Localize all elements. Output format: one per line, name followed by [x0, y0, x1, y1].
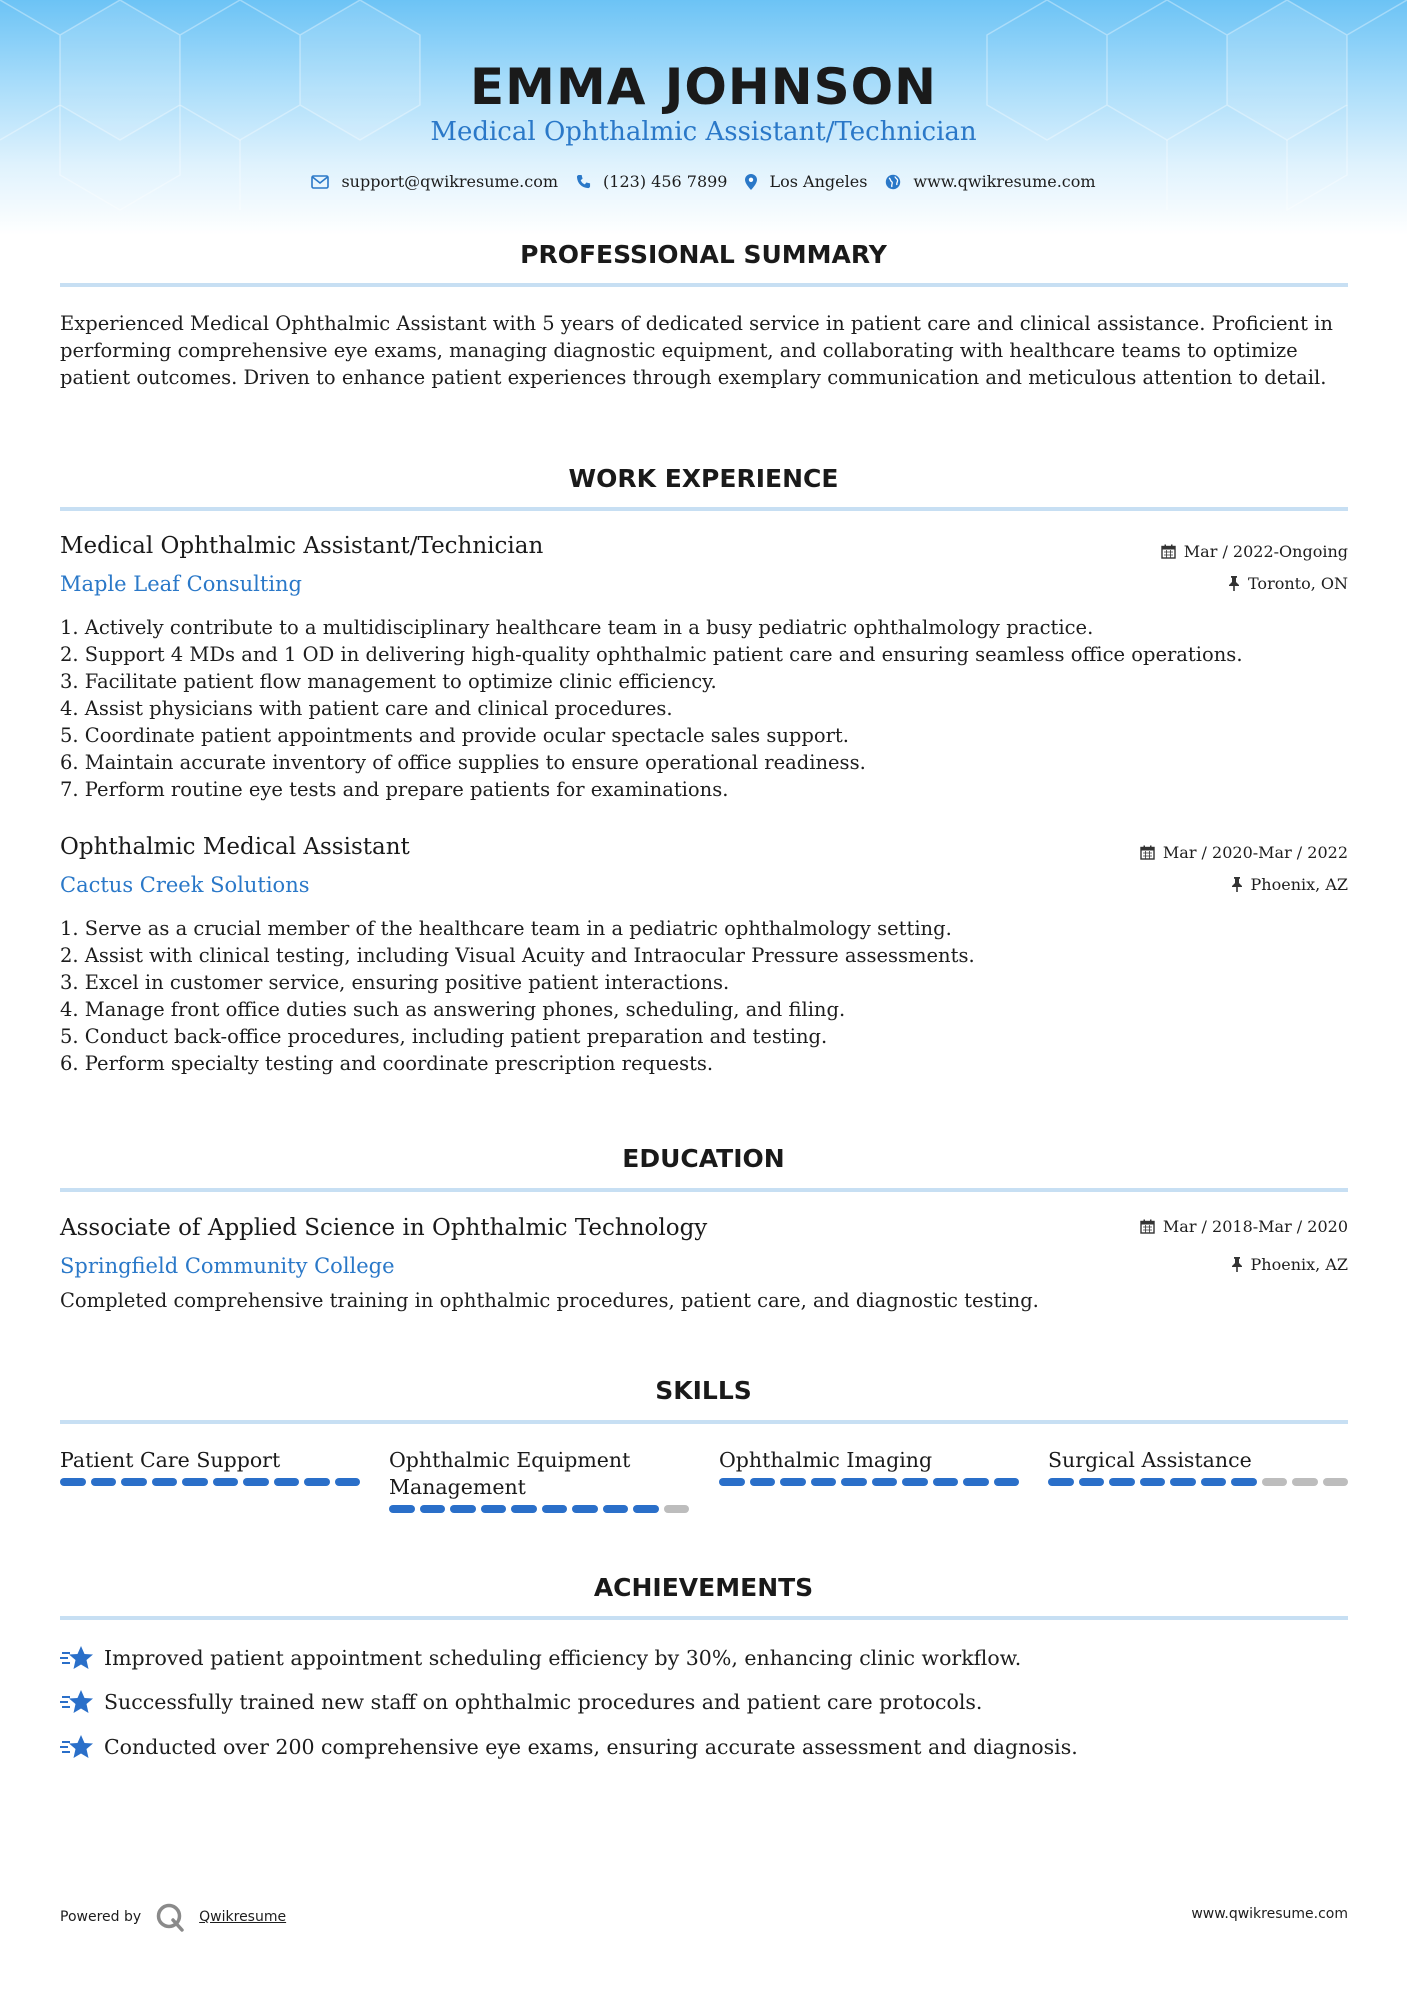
- skill-dot-filled: [1170, 1478, 1196, 1486]
- calendar-icon: [1140, 845, 1155, 860]
- list-item: 2. Support 4 MDs and 1 OD in delivering high-quality ophthalmic patient care and ensuring seamless office operations.: [60, 643, 1243, 666]
- education-divider: [60, 1188, 1348, 1192]
- list-item: 4. Assist physicians with patient care and clinical procedures.: [60, 697, 673, 720]
- skill-dot-filled: [335, 1478, 361, 1486]
- skill-dot-empty: [664, 1505, 690, 1513]
- skill-name: Ophthalmic Imaging: [719, 1448, 933, 1472]
- skill-dot-empty: [1323, 1478, 1349, 1486]
- skills-heading: SKILLS: [655, 1376, 752, 1405]
- contact-website[interactable]: [885, 172, 1095, 191]
- skill-dot-filled: [389, 1505, 415, 1513]
- education-location: [1231, 1255, 1348, 1274]
- education-date-text: Mar / 2018-Mar / 2020: [1162, 1217, 1348, 1236]
- skill-dot-filled: [902, 1478, 928, 1486]
- skill-dot-filled: [1109, 1478, 1135, 1486]
- skill-name: Patient Care Support: [60, 1448, 281, 1472]
- skill-item: [389, 1447, 689, 1513]
- contact-phone[interactable]: [576, 172, 727, 191]
- experience-divider: [60, 507, 1348, 511]
- job-bullet-list: [60, 915, 1350, 1077]
- skill-dot-filled: [1231, 1478, 1257, 1486]
- pushpin-icon: [1231, 1257, 1243, 1272]
- skill-dot-filled: [274, 1478, 300, 1486]
- summary-heading: PROFESSIONAL SUMMARY: [520, 240, 887, 269]
- contact-location-text: Los Angeles: [769, 172, 868, 191]
- achievement-text: Improved patient appointment scheduling efficiency by 30%, enhancing clinic workflow.: [104, 1646, 1022, 1670]
- pushpin-icon: [1231, 877, 1243, 892]
- contact-bar: [0, 172, 1407, 191]
- summary-text: Experienced Medical Ophthalmic Assistant with 5 years of dedicated service in patient care and clinical assistance. Proficient in performing comprehensive eye exams, managing diagnostic equipment, and collaborating with healthcare teams to optimize patient outcomes. Driven to enhance patient experiences through exemplary communication and meticulous attention to detail.: [60, 312, 1333, 389]
- footer-website[interactable]: www.qwikresume.com: [1191, 1906, 1348, 1922]
- achievement-item: [60, 1645, 1021, 1671]
- globe-icon: [885, 174, 901, 190]
- skill-dot-filled: [1201, 1478, 1227, 1486]
- skill-dot-filled: [872, 1478, 898, 1486]
- achievements-heading: ACHIEVEMENTS: [593, 1573, 814, 1602]
- skill-dot-filled: [603, 1505, 629, 1513]
- list-item: 4. Manage front office duties such as answering phones, scheduling, and filing.: [60, 998, 846, 1021]
- achievement-text: Conducted over 200 comprehensive eye exams, ensuring accurate assessment and diagnosis.: [104, 1735, 1078, 1759]
- skill-dot-filled: [91, 1478, 117, 1486]
- skill-level-bar: [60, 1478, 360, 1486]
- education-school: Springfield Community College: [60, 1254, 395, 1278]
- skill-dot-filled: [994, 1478, 1020, 1486]
- job-date-text: Mar / 2022-Ongoing: [1183, 542, 1348, 561]
- footer-branding: [60, 1902, 286, 1932]
- summary-divider: [60, 283, 1348, 287]
- calendar-icon: [1161, 544, 1176, 559]
- skill-dot-filled: [420, 1505, 446, 1513]
- star-icon: [60, 1734, 94, 1760]
- skill-dot-filled: [542, 1505, 568, 1513]
- education-date: [1140, 1217, 1348, 1236]
- job-bullet-list: [60, 614, 1350, 803]
- skills-divider: [60, 1420, 1348, 1424]
- contact-email[interactable]: [311, 172, 558, 191]
- skill-dot-filled: [481, 1505, 507, 1513]
- skill-dot-filled: [719, 1478, 745, 1486]
- job-date-text: Mar / 2020-Mar / 2022: [1162, 843, 1348, 862]
- contact-email-text: support@qwikresume.com: [341, 172, 559, 191]
- skill-dot-filled: [511, 1505, 537, 1513]
- skill-dot-filled: [750, 1478, 776, 1486]
- skill-dot-filled: [1079, 1478, 1105, 1486]
- job-location: [1231, 875, 1348, 894]
- calendar-icon: [1140, 1219, 1155, 1234]
- skill-dot-filled: [841, 1478, 867, 1486]
- skill-dot-filled: [152, 1478, 178, 1486]
- job-location: [1228, 574, 1348, 593]
- achievements-divider: [60, 1616, 1348, 1620]
- job-location-text: Phoenix, AZ: [1250, 875, 1348, 894]
- qwikresume-logo-icon: [155, 1902, 185, 1932]
- list-item: 2. Assist with clinical testing, including Visual Acuity and Intraocular Pressure assessments.: [60, 944, 975, 967]
- skill-dot-filled: [213, 1478, 239, 1486]
- skill-level-bar: [719, 1478, 1019, 1486]
- contact-phone-text: (123) 456 7899: [603, 172, 728, 191]
- list-item: 1. Serve as a crucial member of the healthcare team in a pediatric ophthalmology setting.: [60, 917, 952, 940]
- job-title: Medical Ophthalmic Assistant/Technician: [60, 533, 544, 559]
- powered-by-label: Powered by: [60, 1909, 142, 1925]
- achievement-item: [60, 1689, 982, 1715]
- skill-dot-filled: [182, 1478, 208, 1486]
- list-item: 3. Facilitate patient flow management to optimize clinic efficiency.: [60, 670, 717, 693]
- skill-dot-filled: [933, 1478, 959, 1486]
- job-title: Ophthalmic Medical Assistant: [60, 834, 410, 860]
- list-item: 5. Coordinate patient appointments and provide ocular spectacle sales support.: [60, 724, 849, 747]
- education-heading: EDUCATION: [622, 1144, 785, 1173]
- skill-dot-filled: [60, 1478, 86, 1486]
- skill-dot-filled: [1048, 1478, 1074, 1486]
- envelope-icon: [311, 175, 329, 189]
- skill-dot-filled: [811, 1478, 837, 1486]
- skill-item: [60, 1447, 360, 1486]
- candidate-name: EMMA JOHNSON: [470, 58, 937, 116]
- skill-dot-filled: [121, 1478, 147, 1486]
- list-item: 3. Excel in customer service, ensuring positive patient interactions.: [60, 971, 730, 994]
- job-company: Cactus Creek Solutions: [60, 873, 310, 897]
- phone-icon: [576, 174, 591, 189]
- skill-dot-filled: [572, 1505, 598, 1513]
- skill-item: [719, 1447, 1019, 1486]
- skill-dot-filled: [780, 1478, 806, 1486]
- list-item: 5. Conduct back-office procedures, including patient preparation and testing.: [60, 1025, 828, 1048]
- contact-location: [745, 172, 867, 191]
- pushpin-icon: [1228, 576, 1240, 591]
- skill-dot-filled: [243, 1478, 269, 1486]
- achievement-text: Successfully trained new staff on ophthalmic procedures and patient care protocols.: [104, 1690, 983, 1714]
- list-item: 7. Perform routine eye tests and prepare patients for examinations.: [60, 778, 729, 801]
- skill-dot-filled: [1140, 1478, 1166, 1486]
- education-description: Completed comprehensive training in ophthalmic procedures, patient care, and diagnostic testing.: [60, 1289, 1039, 1312]
- skill-level-bar: [389, 1505, 689, 1513]
- candidate-role: Medical Ophthalmic Assistant/Technician: [430, 117, 977, 147]
- skill-name: Surgical Assistance: [1048, 1448, 1252, 1472]
- skill-dot-filled: [304, 1478, 330, 1486]
- contact-website-text: www.qwikresume.com: [913, 172, 1096, 191]
- star-icon: [60, 1689, 94, 1715]
- education-degree: Associate of Applied Science in Ophthalmic Technology: [60, 1215, 708, 1241]
- list-item: 1. Actively contribute to a multidisciplinary healthcare team in a busy pediatric ophthalmology practice.: [60, 616, 1094, 639]
- skill-dot-empty: [1292, 1478, 1318, 1486]
- qwikresume-link[interactable]: Qwikresume: [199, 1909, 287, 1925]
- skill-dot-filled: [450, 1505, 476, 1513]
- job-company: Maple Leaf Consulting: [60, 572, 303, 596]
- star-icon: [60, 1645, 94, 1671]
- skill-dot-filled: [633, 1505, 659, 1513]
- list-item: 6. Maintain accurate inventory of office supplies to ensure operational readiness.: [60, 751, 866, 774]
- experience-heading: WORK EXPERIENCE: [568, 464, 839, 493]
- job-location-text: Toronto, ON: [1248, 574, 1348, 593]
- education-location-text: Phoenix, AZ: [1250, 1255, 1348, 1274]
- map-pin-icon: [745, 174, 757, 190]
- skill-dot-empty: [1262, 1478, 1288, 1486]
- skill-dot-filled: [963, 1478, 989, 1486]
- skill-name: Ophthalmic Equipment Management: [389, 1448, 631, 1499]
- skill-item: [1048, 1447, 1348, 1486]
- job-date: [1161, 542, 1348, 561]
- list-item: 6. Perform specialty testing and coordinate prescription requests.: [60, 1052, 714, 1075]
- skill-level-bar: [1048, 1478, 1348, 1486]
- achievement-item: [60, 1734, 1078, 1760]
- job-date: [1140, 843, 1348, 862]
